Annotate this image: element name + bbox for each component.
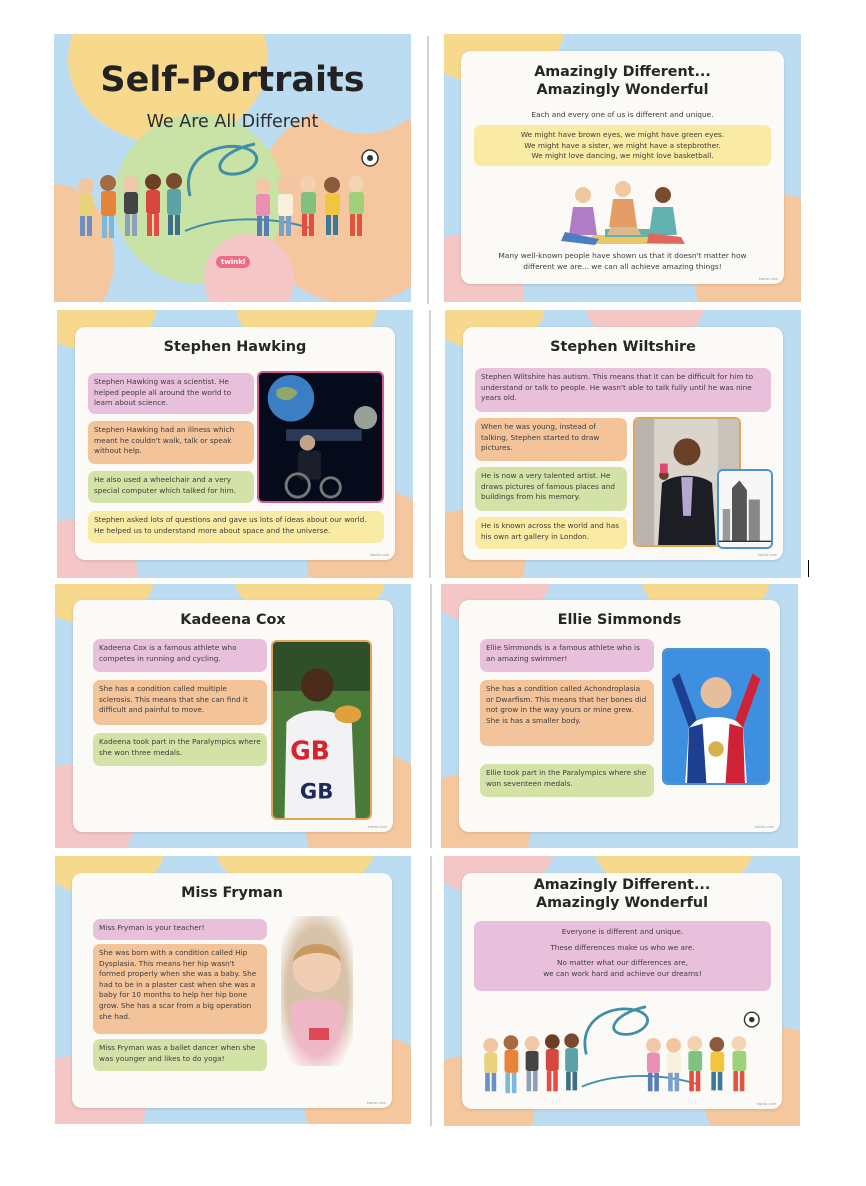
fact-box: Stephen asked lots of questions and gave us lots of ideas about our world. He helped us to understand more about space and the universe.	[88, 511, 384, 543]
fact-box: She was born with a condition called Hip Dysplasia. This means her hip wasn't formed properly when she was a baby. She had to be in a plaster cast when she was a baby for 10 months to help her hip bone grow. She has a scar from a big operation she had.	[93, 944, 267, 1034]
slide-card	[462, 873, 782, 1109]
example-line: We might love dancing, we might love basketball.	[531, 151, 714, 161]
fact-box: Ellie Simmonds is a famous athlete who is an amazing swimmer!	[480, 639, 654, 672]
slide-stephen-hawking[interactable]	[57, 310, 413, 578]
fact-box: Stephen Hawking was a scientist. He helped people all around the world to learn about science.	[88, 373, 254, 414]
message-line: These differences make us who we are.	[550, 942, 695, 952]
slide-heading: Ellie Simmonds	[557, 612, 682, 628]
children-illustration	[476, 997, 772, 1101]
children-illustration	[70, 136, 392, 244]
fact-box: When he was young, instead of talking, Stephen started to draw pictures.	[475, 418, 627, 461]
fact-box: Stephen Wiltshire has autism. This means that it can be difficult for him to understand or talk to people. He wasn't able to talk fully until he was nine years old.	[475, 368, 771, 412]
children-board-game-illustration	[553, 177, 693, 247]
message-box	[474, 921, 771, 991]
slide-ellie-simmonds[interactable]	[441, 584, 798, 848]
fact-box: He is now a very talented artist. He draws pictures of famous places and buildings from his memory.	[475, 467, 627, 511]
stephen-hawking-photo	[257, 371, 384, 503]
column-divider-4	[430, 856, 432, 1126]
footer-mark: twinkl.com	[758, 277, 778, 281]
slide-heading: Stephen Wiltshire	[550, 339, 696, 355]
closing-text: Many well-known people have shown us that it doesn't matter how different we are... we can all achieve amazing things!	[498, 251, 747, 271]
column-divider-top	[427, 36, 429, 304]
slide-stephen-wiltshire[interactable]	[445, 310, 801, 578]
svg-text:GB: GB	[299, 779, 334, 805]
edge-marker	[808, 560, 809, 577]
column-divider-3	[430, 584, 432, 848]
slide-card	[72, 873, 392, 1108]
slide-heading: Amazingly Different... Amazingly Wonderful	[534, 64, 711, 98]
slide-conclusion[interactable]	[444, 856, 800, 1126]
slide-heading: Amazingly Different... Amazingly Wonderful	[533, 877, 711, 911]
example-line: We might have a sister, we might have a stepbrother.	[524, 140, 721, 150]
fact-box: She has a condition called multiple sclerosis. This means that she can find it difficult and painful to move.	[93, 680, 267, 725]
fact-box: Miss Fryman was a ballet dancer when she was younger and likes to do yoga!	[93, 1039, 267, 1071]
footer-mark: twinkl.com	[757, 553, 777, 557]
example-line: We might have brown eyes, we might have green eyes.	[520, 130, 725, 139]
slide-kadeena-cox[interactable]	[55, 584, 411, 848]
footer-mark: twinkl.com	[754, 825, 774, 829]
fact-box: Stephen Hawking had an illness which meant he couldn't walk, talk or speak without help.	[88, 421, 254, 464]
slide-card	[459, 600, 780, 832]
fact-box: Kadeena Cox is a famous athlete who competes in running and cycling.	[93, 639, 267, 672]
intro-text: Each and every one of us is different and unique.	[531, 110, 714, 119]
slide-title-heading: Self-Portraits	[100, 60, 365, 100]
fact-box: Kadeena took part in the Paralympics where she won three medals.	[93, 733, 267, 766]
fact-box: He is known across the world and has his own art gallery in London.	[475, 517, 627, 549]
twinkl-logo: twinkl	[216, 256, 250, 268]
column-divider-2	[429, 310, 431, 578]
fact-box: She has a condition called Achondroplasia or Dwarfism. This means that her bones did not grow in the way yours or mine grew. She is has a smaller body.	[480, 680, 654, 746]
slide-card	[463, 327, 783, 560]
slide-card	[461, 51, 784, 284]
fact-box: Ellie took part in the Paralympics where she won seventeen medals.	[480, 764, 654, 797]
slide-amazingly-different[interactable]	[444, 34, 801, 302]
fact-box: Miss Fryman is your teacher!	[93, 919, 267, 940]
slide-title[interactable]	[54, 34, 411, 302]
slide-card	[75, 327, 395, 560]
slide-heading: Kadeena Cox	[180, 612, 286, 628]
kadeena-cox-photo	[271, 640, 372, 820]
slide-heading: Stephen Hawking	[163, 339, 307, 355]
footer-mark: twinkl.com	[367, 825, 387, 829]
slide-subtitle: We Are All Different	[146, 112, 319, 132]
footer-mark: twinkl.com	[369, 553, 389, 557]
examples-box	[474, 125, 771, 166]
building-sketch-photo	[717, 469, 773, 549]
slide-miss-fryman[interactable]	[55, 856, 411, 1124]
svg-text:GB: GB	[290, 736, 330, 766]
ellie-simmonds-photo	[662, 648, 770, 785]
miss-fryman-photo	[281, 916, 353, 1066]
footer-mark: twinkl.com	[756, 1102, 776, 1106]
slide-heading: Miss Fryman	[181, 885, 283, 901]
message-line: Everyone is different and unique.	[561, 927, 684, 936]
fact-box: He also used a wheelchair and a very special computer which talked for him.	[88, 471, 254, 503]
footer-mark: twinkl.com	[366, 1101, 386, 1105]
slide-card	[73, 600, 393, 832]
message-line: No matter what our differences are, we can work hard and achieve our dreams!	[543, 958, 702, 978]
